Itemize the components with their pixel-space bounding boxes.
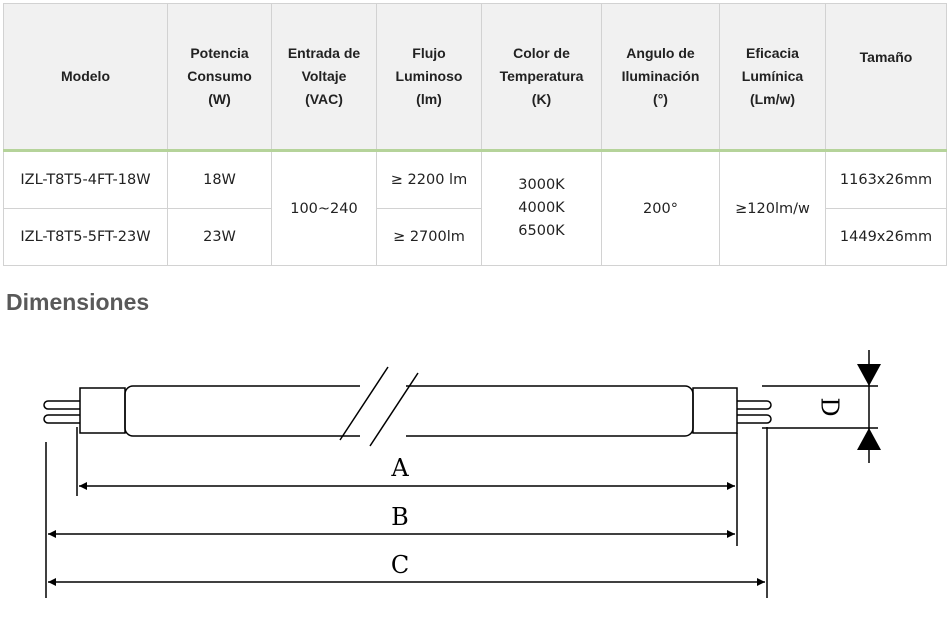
left-end-cap [80,388,125,433]
header-flux: Flujo Luminoso (lm) [377,4,482,151]
header-size: Tamaño [826,4,947,151]
right-end-cap [693,388,737,433]
efficacy-cell: ≥120lm/w [720,151,826,266]
d-arrow-top [857,364,881,386]
flux-cell: ≥ 2700lm [377,209,482,266]
size-cell: 1449x26mm [826,209,947,266]
header-power: Potencia Consumo (W) [168,4,272,151]
dimension-a-label: A [391,454,409,482]
tube-body [125,386,693,436]
angle-cell: 200° [602,151,720,266]
header-model: Modelo [4,4,168,151]
power-cell: 23W [168,209,272,266]
d-arrow-bottom [857,428,881,450]
tube-dimension-diagram [0,330,950,620]
dimension-d-label: D [815,397,844,417]
right-pins [737,401,771,423]
voltage-cell: 100~240 [272,151,377,266]
power-cell: 18W [168,151,272,209]
spec-table [3,3,947,266]
table-row [4,151,947,209]
section-title: Dimensiones [6,289,150,315]
dimension-c-label: C [390,551,410,579]
header-angle: Angulo de Iluminación (°) [602,4,720,151]
flux-cell: ≥ 2200 lm [377,151,482,209]
dimension-b-label: B [391,503,409,531]
color-temp-cell: 3000K 4000K 6500K [482,151,602,266]
header-color-temp: Color de Temperatura (K) [482,4,602,151]
table-header-row [4,4,947,151]
header-efficacy: Eficacia Lumínica (Lm/w) [720,4,826,151]
model-cell: IZL-T8T5-4FT-18W [4,151,168,209]
model-cell: IZL-T8T5-5FT-23W [4,209,168,266]
header-voltage: Entrada de Voltaje (VAC) [272,4,377,151]
left-pins [44,401,80,423]
size-cell: 1163x26mm [826,151,947,209]
